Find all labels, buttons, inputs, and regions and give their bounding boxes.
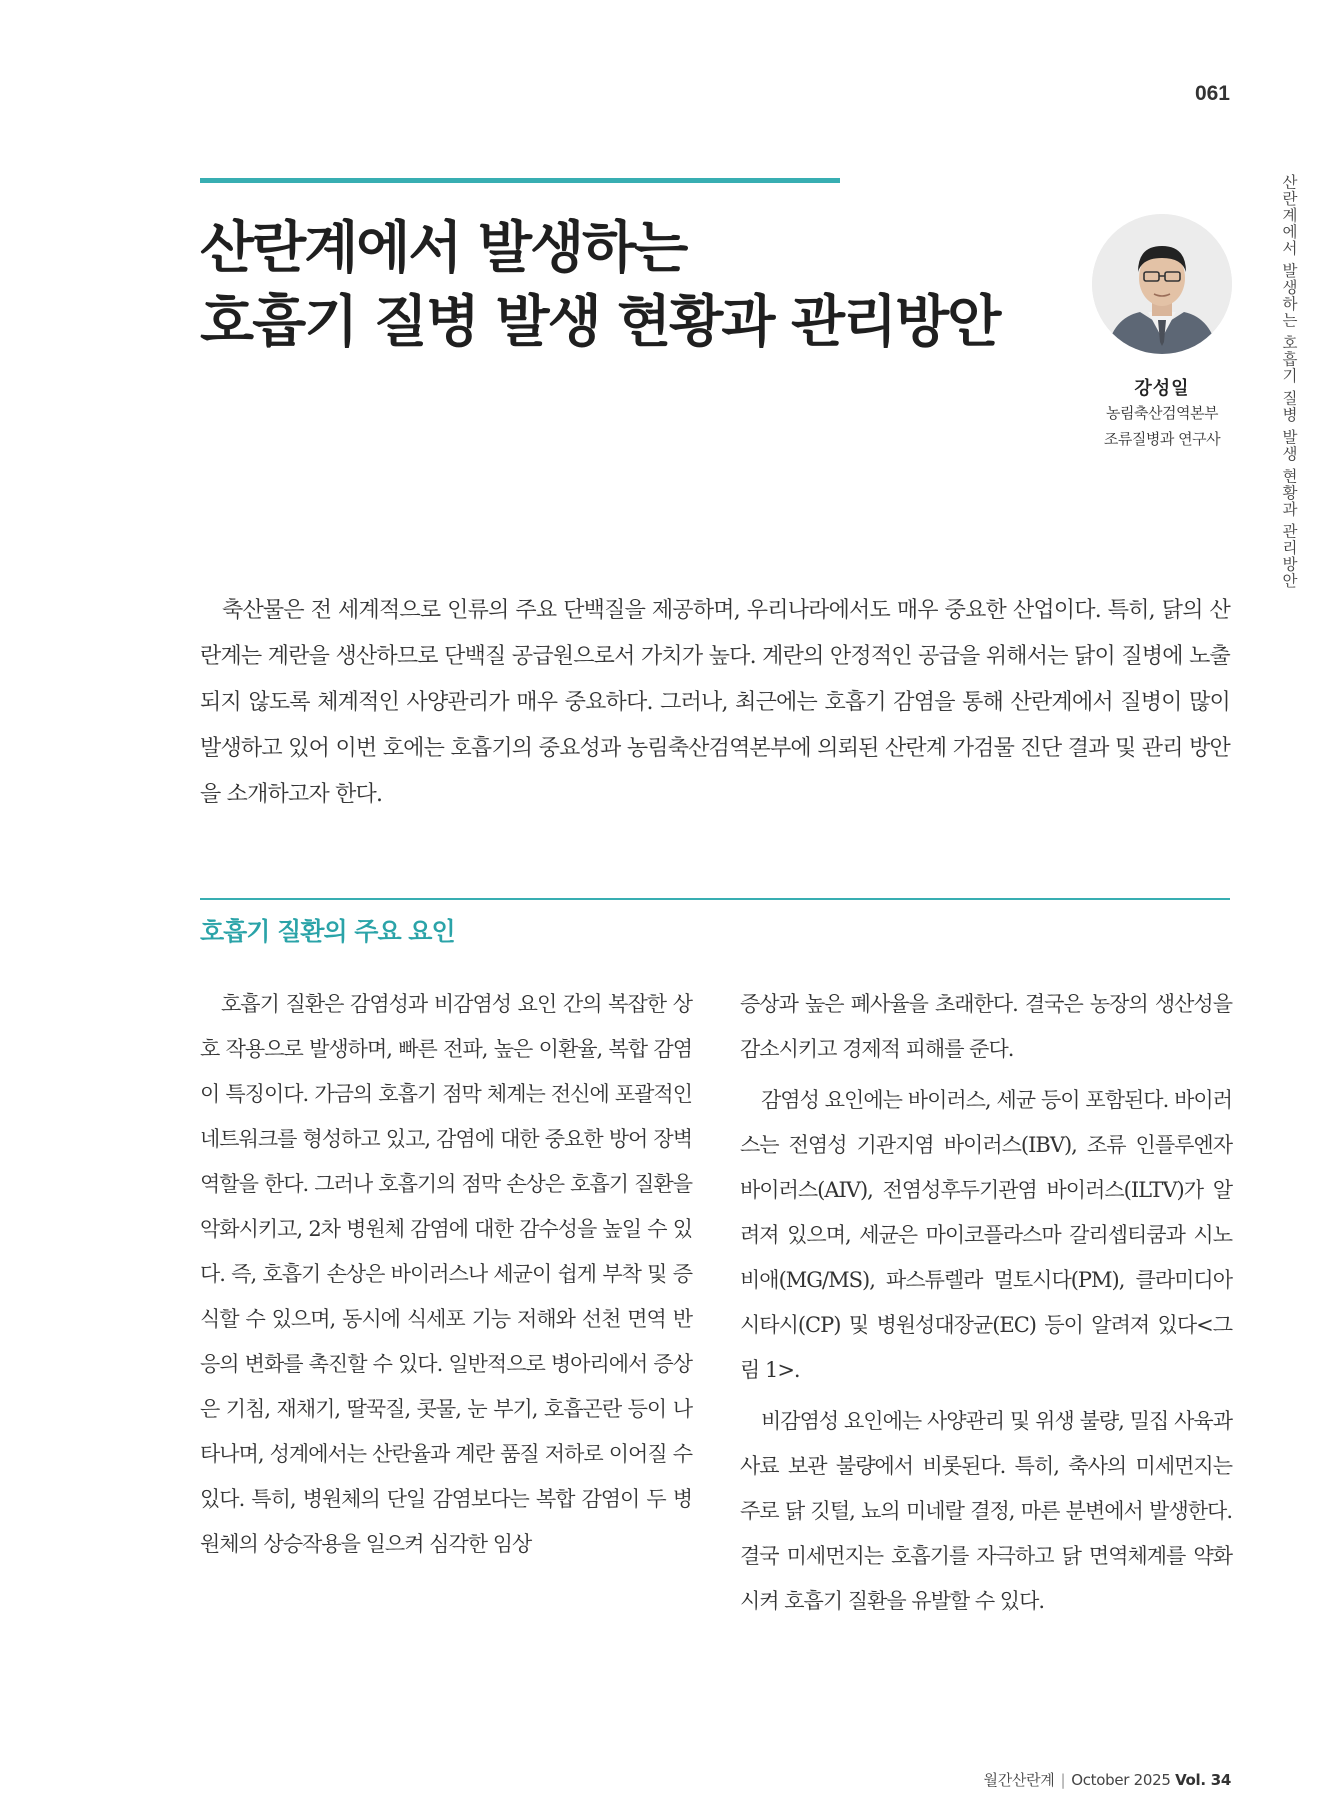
author-affiliation-title: 조류질병과 연구사 — [1103, 430, 1221, 448]
body-column-right — [740, 982, 1232, 1624]
article-title-line-2: 호흡기 질병 발생 현황과 관리방안 — [200, 290, 1000, 355]
section-heading: 호흡기 질환의 주요 요인 — [200, 917, 455, 946]
section-rule — [200, 898, 1230, 900]
author-photo — [1092, 214, 1232, 354]
page-number: 061 — [1194, 82, 1230, 105]
author-affiliation-organization: 농림축산검역본부 — [1106, 404, 1218, 422]
side-running-title: 산란계에서 발생하는 호흡기 질병 발생 현황과 관리방안 — [1280, 174, 1298, 590]
author-name: 강성일 — [1134, 378, 1190, 399]
author-portrait-image — [1092, 214, 1232, 354]
body-paragraph-continued: 증상과 높은 폐사율을 초래한다. 결국은 농장의 생산성을 감소시키고 경제적 피해를 준다. — [740, 992, 1232, 1061]
body-column-left — [200, 982, 692, 1567]
body-paragraph: 비감염성 요인에는 사양관리 및 위생 불량, 밀집 사육과 사료 보관 불량에서 비롯된다. 특히, 축사의 미세먼지는 주로 닭 깃털, 뇨의 미네랄 결정, 마른 분변에서 발생한다. 결국 미세먼지는 호흡기를 자극하고 닭 면역체계를 약화시켜 호흡기 질환을 유발할 수 있다. — [740, 1409, 1232, 1613]
title-rule — [200, 178, 840, 183]
intro-paragraph: 축산물은 전 세계적으로 인류의 주요 단백질을 제공하며, 우리나라에서도 매우 중요한 산업이다. 특히, 닭의 산란계는 계란을 생산하므로 단백질 공급원으로서 가치가 높다. 계란의 안정적인 공급을 위해서는 닭이 질병에 노출되지 않도록 체계적인 사양관리가 매우 중요하다. 그러나, 최근에는 호흡기 감염을 통해 산란계에서 질병이 많이 발생하고 있어 이번 호에는 호흡기의 중요성과 농림축산검역본부에 의뢰된 산란계 가검물 진단 결과 및 관리 방안을 소개하고자 한다. — [200, 598, 1230, 807]
page-footer — [860, 1769, 1231, 1790]
article-title-line-1: 산란계에서 발생하는 — [200, 216, 687, 281]
footer-magazine-name: 월간산란계 — [983, 1771, 1055, 1789]
footer-issue: October 2025 — [1071, 1771, 1171, 1789]
footer-volume: Vol. 34 — [1175, 1771, 1231, 1789]
body-paragraph: 호흡기 질환은 감염성과 비감염성 요인 간의 복잡한 상호 작용으로 발생하며, 빠른 전파, 높은 이환율, 복합 감염이 특징이다. 가금의 호흡기 점막 체계는 전신에 포괄적인 네트워크를 형성하고 있고, 감염에 대한 중요한 방어 장벽 역할을 한다. 그러나 호흡기의 점막 손상은 호흡기 질환을 악화시키고, 2차 병원체 감염에 대한 감수성을 높일 수 있다. 즉, 호흡기 손상은 바이러스나 세균이 쉽게 부착 및 증식할 수 있으며, 동시에 식세포 기능 저해와 선천 면역 반응의 변화를 촉진할 수 있다. 일반적으로 병아리에서 증상은 기침, 재채기, 딸꾹질, 콧물, 눈 부기, 호흡곤란 등이 나타나며, 성계에서는 산란율과 계란 품질 저하로 이어질 수 있다. 특히, 병원체의 단일 감염보다는 복합 감염이 두 병원체의 상승작용을 일으켜 심각한 임상 — [200, 992, 692, 1556]
body-paragraph: 감염성 요인에는 바이러스, 세균 등이 포함된다. 바이러스는 전염성 기관지염 바이러스(IBV), 조류 인플루엔자 바이러스(AIV), 전염성후두기관염 바이러스(ILTV)가 알려져 있으며, 세균은 마이코플라스마 갈리셉티쿰과 시노비애(MG/MS), 파스튜렐라 멀토시다(PM), 클라미디아 시타시(CP) 및 병원성대장균(EC) 등이 알려져 있다<그림 1>. — [740, 1088, 1232, 1382]
footer-separator: | — [1060, 1771, 1066, 1789]
article-title — [200, 212, 1060, 360]
